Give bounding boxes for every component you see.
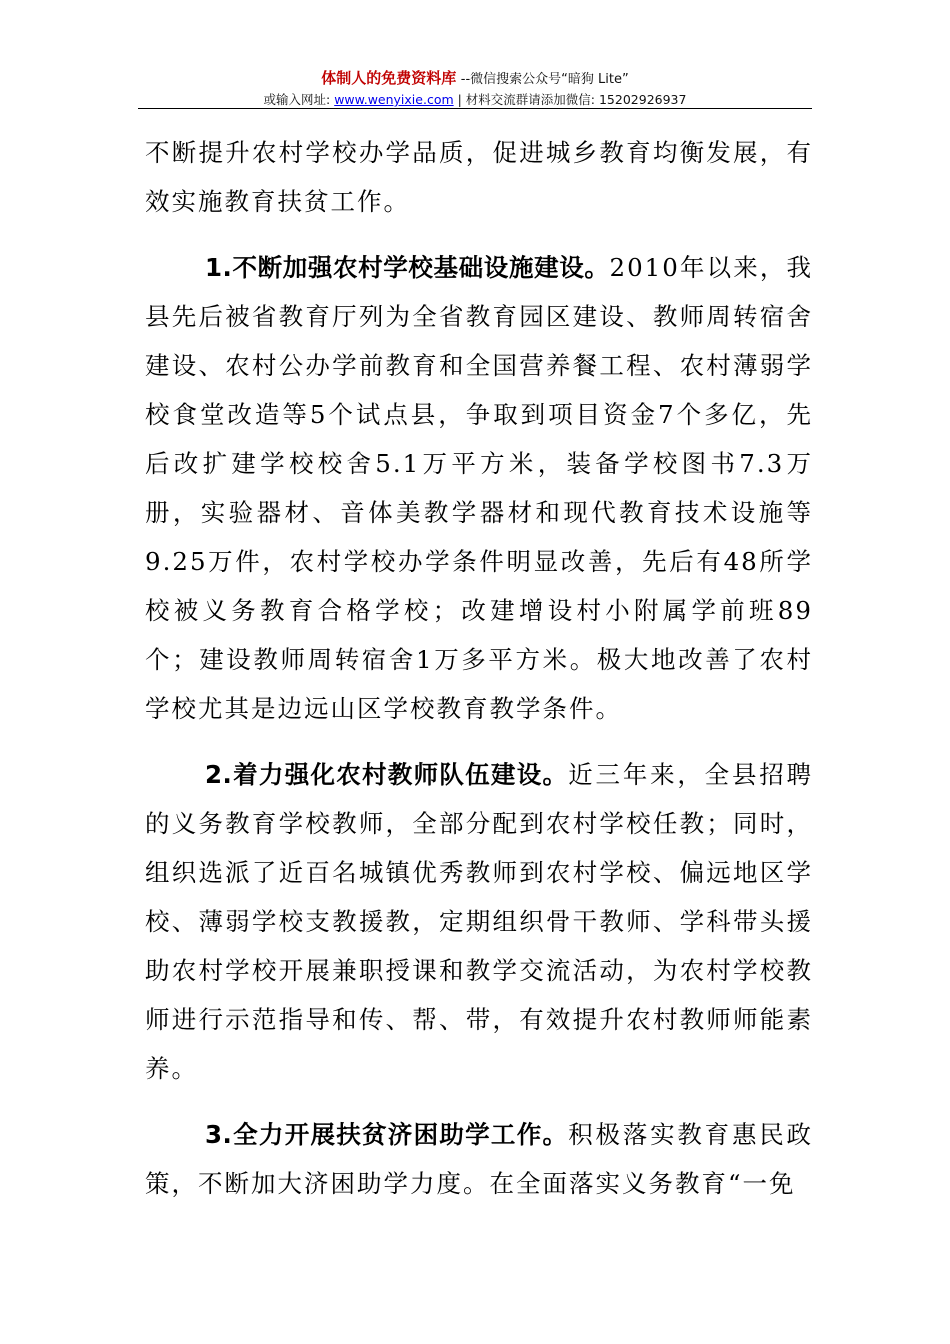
header-brand: 体制人的免费资料库 <box>321 69 457 87</box>
paragraph-teachers <box>145 750 813 1093</box>
paragraph-text: 近三年来，全县招聘的义务教育学校教师，全部分配到农村学校任教；同时，组织选派了近百名城镇优秀教师到农村学校、偏远地区学校、薄弱学校支教援教，定期组织骨干教师、学科带头援助农村学校开展兼职授课和教学交流活动，为农村学校教师进行示范指导和传、帮、带，有效提升农村教师师能素养。 <box>145 760 813 1083</box>
header-tagline: --微信搜索公众号“暗狗 Lite” <box>460 72 629 87</box>
header-website-link[interactable]: www.wenyixie.com <box>334 92 454 107</box>
document-body <box>145 128 813 1225</box>
page-header <box>138 68 812 110</box>
paragraph-heading: 3.全力开展扶贫济困助学工作。 <box>205 1120 569 1149</box>
header-url-prefix: 或输入网址: <box>263 92 335 107</box>
paragraph-text: 不断提升农村学校办学品质，促进城乡教育均衡发展，有效实施教育扶贫工作。 <box>145 138 813 216</box>
paragraph-text: 2010年以来，我县先后被省教育厅列为全省教育园区建设、教师周转宿舍建设、农村公办学前教育和全国营养餐工程、农村薄弱学校食堂改造等5个试点县，争取到项目资金7个多亿，先后改扩建学校校舍5.1万平方米，装备学校图书7.3万册，实验器材、音体美教学器材和现代教育技术设施等9.25万件，农村学校办学条件明显改善，先后有48所学校被义务教育合格学校；改建增设村小附属学前班89个；建设教师周转宿舍1万多平方米。极大地改善了农村学校尤其是边远山区学校教育教学条件。 <box>145 253 813 723</box>
paragraph-heading: 2.着力强化农村教师队伍建设。 <box>205 760 569 789</box>
header-title-line <box>138 68 812 90</box>
header-divider <box>138 108 812 109</box>
paragraph-poverty-aid <box>145 1110 813 1208</box>
header-contact-line <box>138 90 812 110</box>
paragraph-heading: 1.不断加强农村学校基础设施建设。 <box>205 253 610 282</box>
paragraph-continuation <box>145 128 813 226</box>
paragraph-text: 积极落实教育惠民政策，不断加大济困助学力度。在全面落实义务教育“一免 <box>145 1120 813 1198</box>
paragraph-infrastructure <box>145 243 813 733</box>
header-contact: | 材料交流群请添加微信: 15202926937 <box>453 92 687 107</box>
